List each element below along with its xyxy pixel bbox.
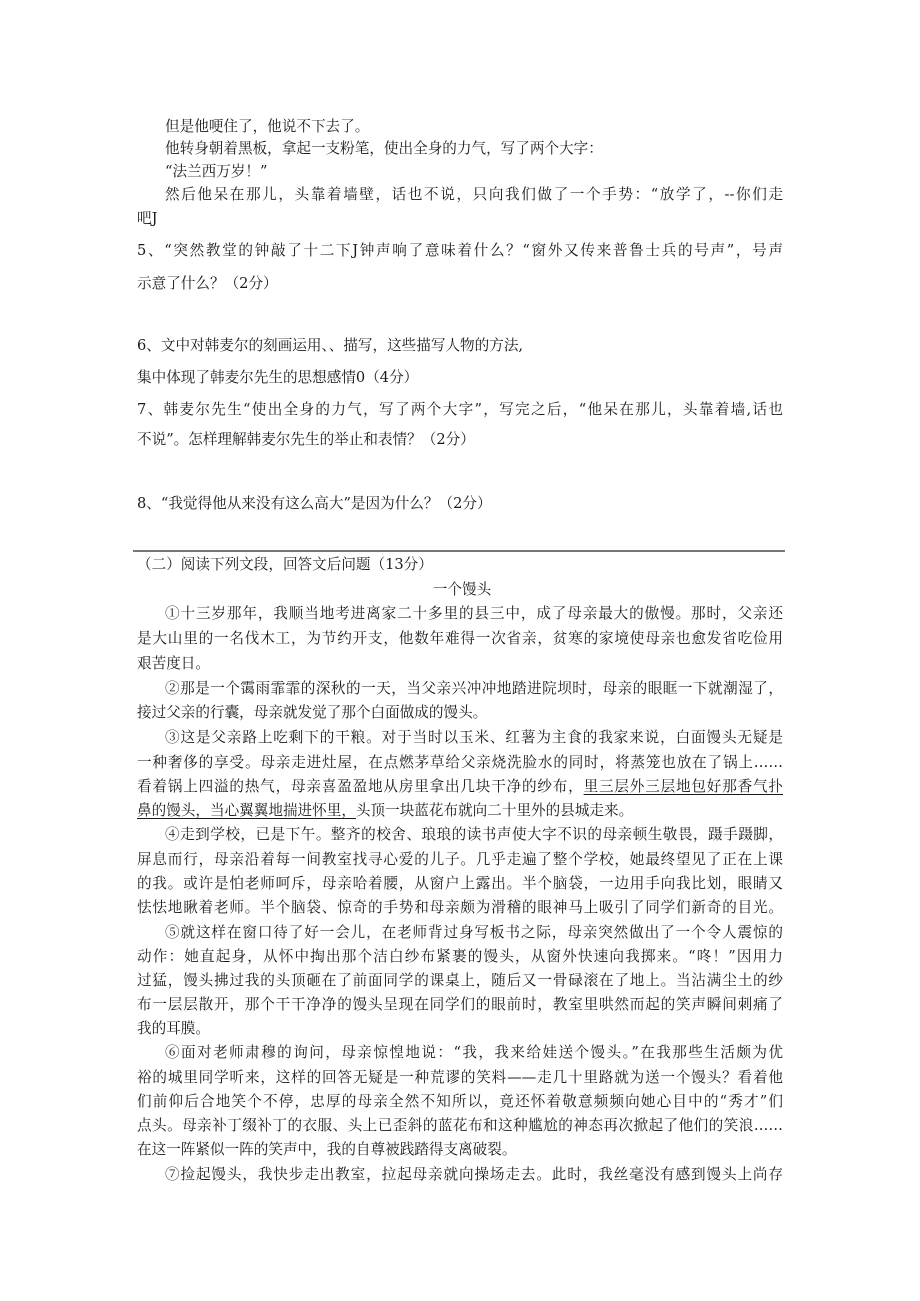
paragraph-line [137, 972, 783, 990]
text-segment: 点头。母亲补丁缀补丁的衣服、头上已歪斜的蓝花布和这种尴尬的神态再次掀起了他们的笑浪…… [137, 1117, 783, 1134]
paragraph-line [137, 1093, 783, 1111]
text-segment: 动作：她直起身，从怀中掏出那个洁白纱布紧裹的馒头，从窗外快速向我掷来。“咚！”因用力 [137, 948, 783, 965]
text-segment: （二）阅读下列文段，回答文后问题（13分） [137, 556, 433, 573]
text-segment: 他转身朝着黑板，拿起一支粉笔，使出全身的力气，写了两个大字： [165, 140, 603, 157]
paragraph-line [137, 704, 783, 722]
paragraph-line [165, 680, 783, 698]
text-segment: ⑥面对老师肃穆的询问，母亲惊惶地说：“我，我来给娃送个馒头。”在我那些生活颇为优 [165, 1044, 783, 1061]
text-segment: “法兰西万岁！” [165, 163, 268, 180]
text-segment: ⑤就这样在窗口待了好一会儿，在老师背过身写板书之际，母亲突然做出了一个令人震惊的 [165, 924, 783, 941]
text-segment: 一个馒头 [432, 581, 492, 598]
question-6-cont [137, 369, 783, 387]
text-segment: 不说”。怎样理解韩麦尔先生的举止和表情？（2分） [137, 431, 475, 448]
paragraph-line [165, 1044, 783, 1062]
paragraph-line [137, 1117, 783, 1135]
paragraph-line [137, 1020, 783, 1038]
text-segment: ③这是父亲路上吃剩下的干粮。对于当时以玉米、红薯为主食的我家来说，白面馒头无疑是 [165, 729, 783, 746]
text-segment: 们前仰后合地笑个不停，忠厚的母亲全然不知所以，竟还怀着敬意频频向她心目中的“秀才”们 [137, 1093, 783, 1110]
text-segment: 裕的城里同学听来，这样的回答无疑是一种荒谬的笑料——走几十里路就为送一个馒头？看着他 [137, 1069, 783, 1086]
question-6 [137, 337, 783, 355]
text-segment: 头顶一块蓝花布就向二十里外的县城走来。 [355, 802, 634, 819]
underlined-text: 鼻的馒头，当心翼翼地揣进怀里， [137, 802, 356, 819]
text-segment: 怯怯地瞅着老师。半个脑袋、惊奇的手势和母亲颇为滑稽的眼神马上吸引了同学们新奇的目光。 [137, 899, 783, 916]
paragraph-line [165, 924, 783, 942]
text-segment: 我的耳膜。 [137, 1020, 210, 1037]
paragraph-line [137, 802, 783, 820]
text-segment: 示意了什么？（2分） [137, 275, 278, 292]
question-7 [137, 401, 783, 419]
paragraph-line [165, 186, 783, 204]
text-segment: 的我。或许是怕老师呵斥，母亲哈着腰，从窗户上露出。半个脑袋，一边用手向我比划，眼睛又 [137, 875, 783, 892]
underlined-text: 里三层外三层地包好那香气扑 [583, 778, 783, 795]
text-segment: 6、文中对韩麦尔的刻画运用、、描写，这些描写人物的方法, [137, 337, 524, 354]
text-segment: ⑦捡起馒头，我快步走出教室，拉起母亲就向操场走去。此时，我丝毫没有感到馒头上尚存 [165, 1166, 783, 1183]
text-segment: 然后他呆在那儿，头靠着墙壁，话也不说，只向我们做了一个手势：“放学了，--你们走 [165, 186, 783, 203]
paragraph-line [165, 826, 783, 844]
text-segment: ①十三岁那年，我顺当地考进离家二十多里的县三中，成了母亲最大的傲慢。那时，父亲还 [165, 605, 783, 622]
text-segment: 在这一阵紧似一阵的笑声中，我的自尊被践踏得支离破裂。 [137, 1141, 517, 1158]
paragraph-line [137, 948, 783, 966]
paragraph-line [137, 875, 783, 893]
quote-line [165, 163, 783, 181]
text-segment: 7、韩麦尔先生“使出全身的力气，写了两个大字”，写完之后，“他呆在那儿，头靠着墙,话也 [137, 401, 783, 418]
text-segment: 是大山里的一名伐木工，为节约开支，他数年难得一次省亲，贫寒的家境使母亲也愈发省吃俭用 [137, 630, 783, 647]
section-heading [137, 556, 783, 574]
section-divider [133, 550, 785, 552]
passage-title [137, 581, 787, 599]
paragraph-line [137, 1141, 783, 1159]
text-segment: ②那是一个霭雨霏霏的深秋的一天，当父亲兴冲冲地踏进院坝时，母亲的眼眶一下就潮湿了， [165, 680, 783, 697]
text-segment: 吧J [137, 210, 158, 227]
paragraph-line [137, 778, 783, 796]
text-segment: 过猛，馒头拂过我的头顶砸在了前面同学的课桌上，随后又一骨碌滚在了地上。当沾满尘土的纱 [137, 972, 783, 989]
paragraph-line [165, 729, 783, 747]
paragraph-line [165, 118, 783, 136]
text-segment: 8、“我觉得他从来没有这么高大”是因为什么？（2分） [137, 495, 492, 512]
paragraph-line [137, 655, 783, 673]
paragraph-line [165, 605, 783, 623]
text-segment: 布一层层散开，那个干干净净的馒头呈现在同学们的眼前时，教室里哄然而起的笑声瞬间刺痛了 [137, 996, 783, 1013]
paragraph-line [137, 899, 783, 917]
text-segment: 屏息而行，母亲沿着每一间教室找寻心爱的儿子。几乎走遍了整个学校，她最终望见了正在上课 [137, 851, 783, 868]
paragraph-line [165, 140, 783, 158]
question-8 [137, 495, 783, 513]
text-segment: 一种奢侈的享受。母亲走进灶屋，在点燃茅草给父亲烧洗脸水的同时，将蒸笼也放在了锅上…… [137, 754, 783, 771]
question-5 [137, 242, 783, 260]
paragraph-line [137, 210, 783, 228]
paragraph-line [137, 754, 783, 772]
text-segment: 但是他哽住了，他说不下去了。 [165, 118, 370, 135]
paragraph-line [137, 1069, 783, 1087]
paragraph-line [137, 851, 783, 869]
text-segment: 艰苦度日。 [137, 655, 210, 672]
question-7-cont [137, 431, 783, 449]
paragraph-line [137, 996, 783, 1014]
paragraph-line [165, 1166, 783, 1184]
paragraph-line [137, 630, 783, 648]
text-segment: 接过父亲的行囊，母亲就发觉了那个白面做成的馒头。 [137, 704, 488, 721]
text-segment: 5、“突然教堂的钟敲了十二下J钟声响了意味着什么？“窗外又传来普鲁士兵的号声”，号声 [137, 242, 783, 259]
text-segment: ④走到学校，已是下午。整齐的校舍、琅琅的读书声使大字不识的母亲顿生敬畏，蹑手蹑脚， [165, 826, 783, 843]
text-segment: 集中体现了韩麦尔先生的思想感情0（4分） [137, 369, 419, 386]
question-5-cont [137, 275, 783, 293]
text-segment: 看着锅上四溢的热气，母亲喜盈盈地从房里拿出几块干净的纱布， [137, 778, 584, 795]
